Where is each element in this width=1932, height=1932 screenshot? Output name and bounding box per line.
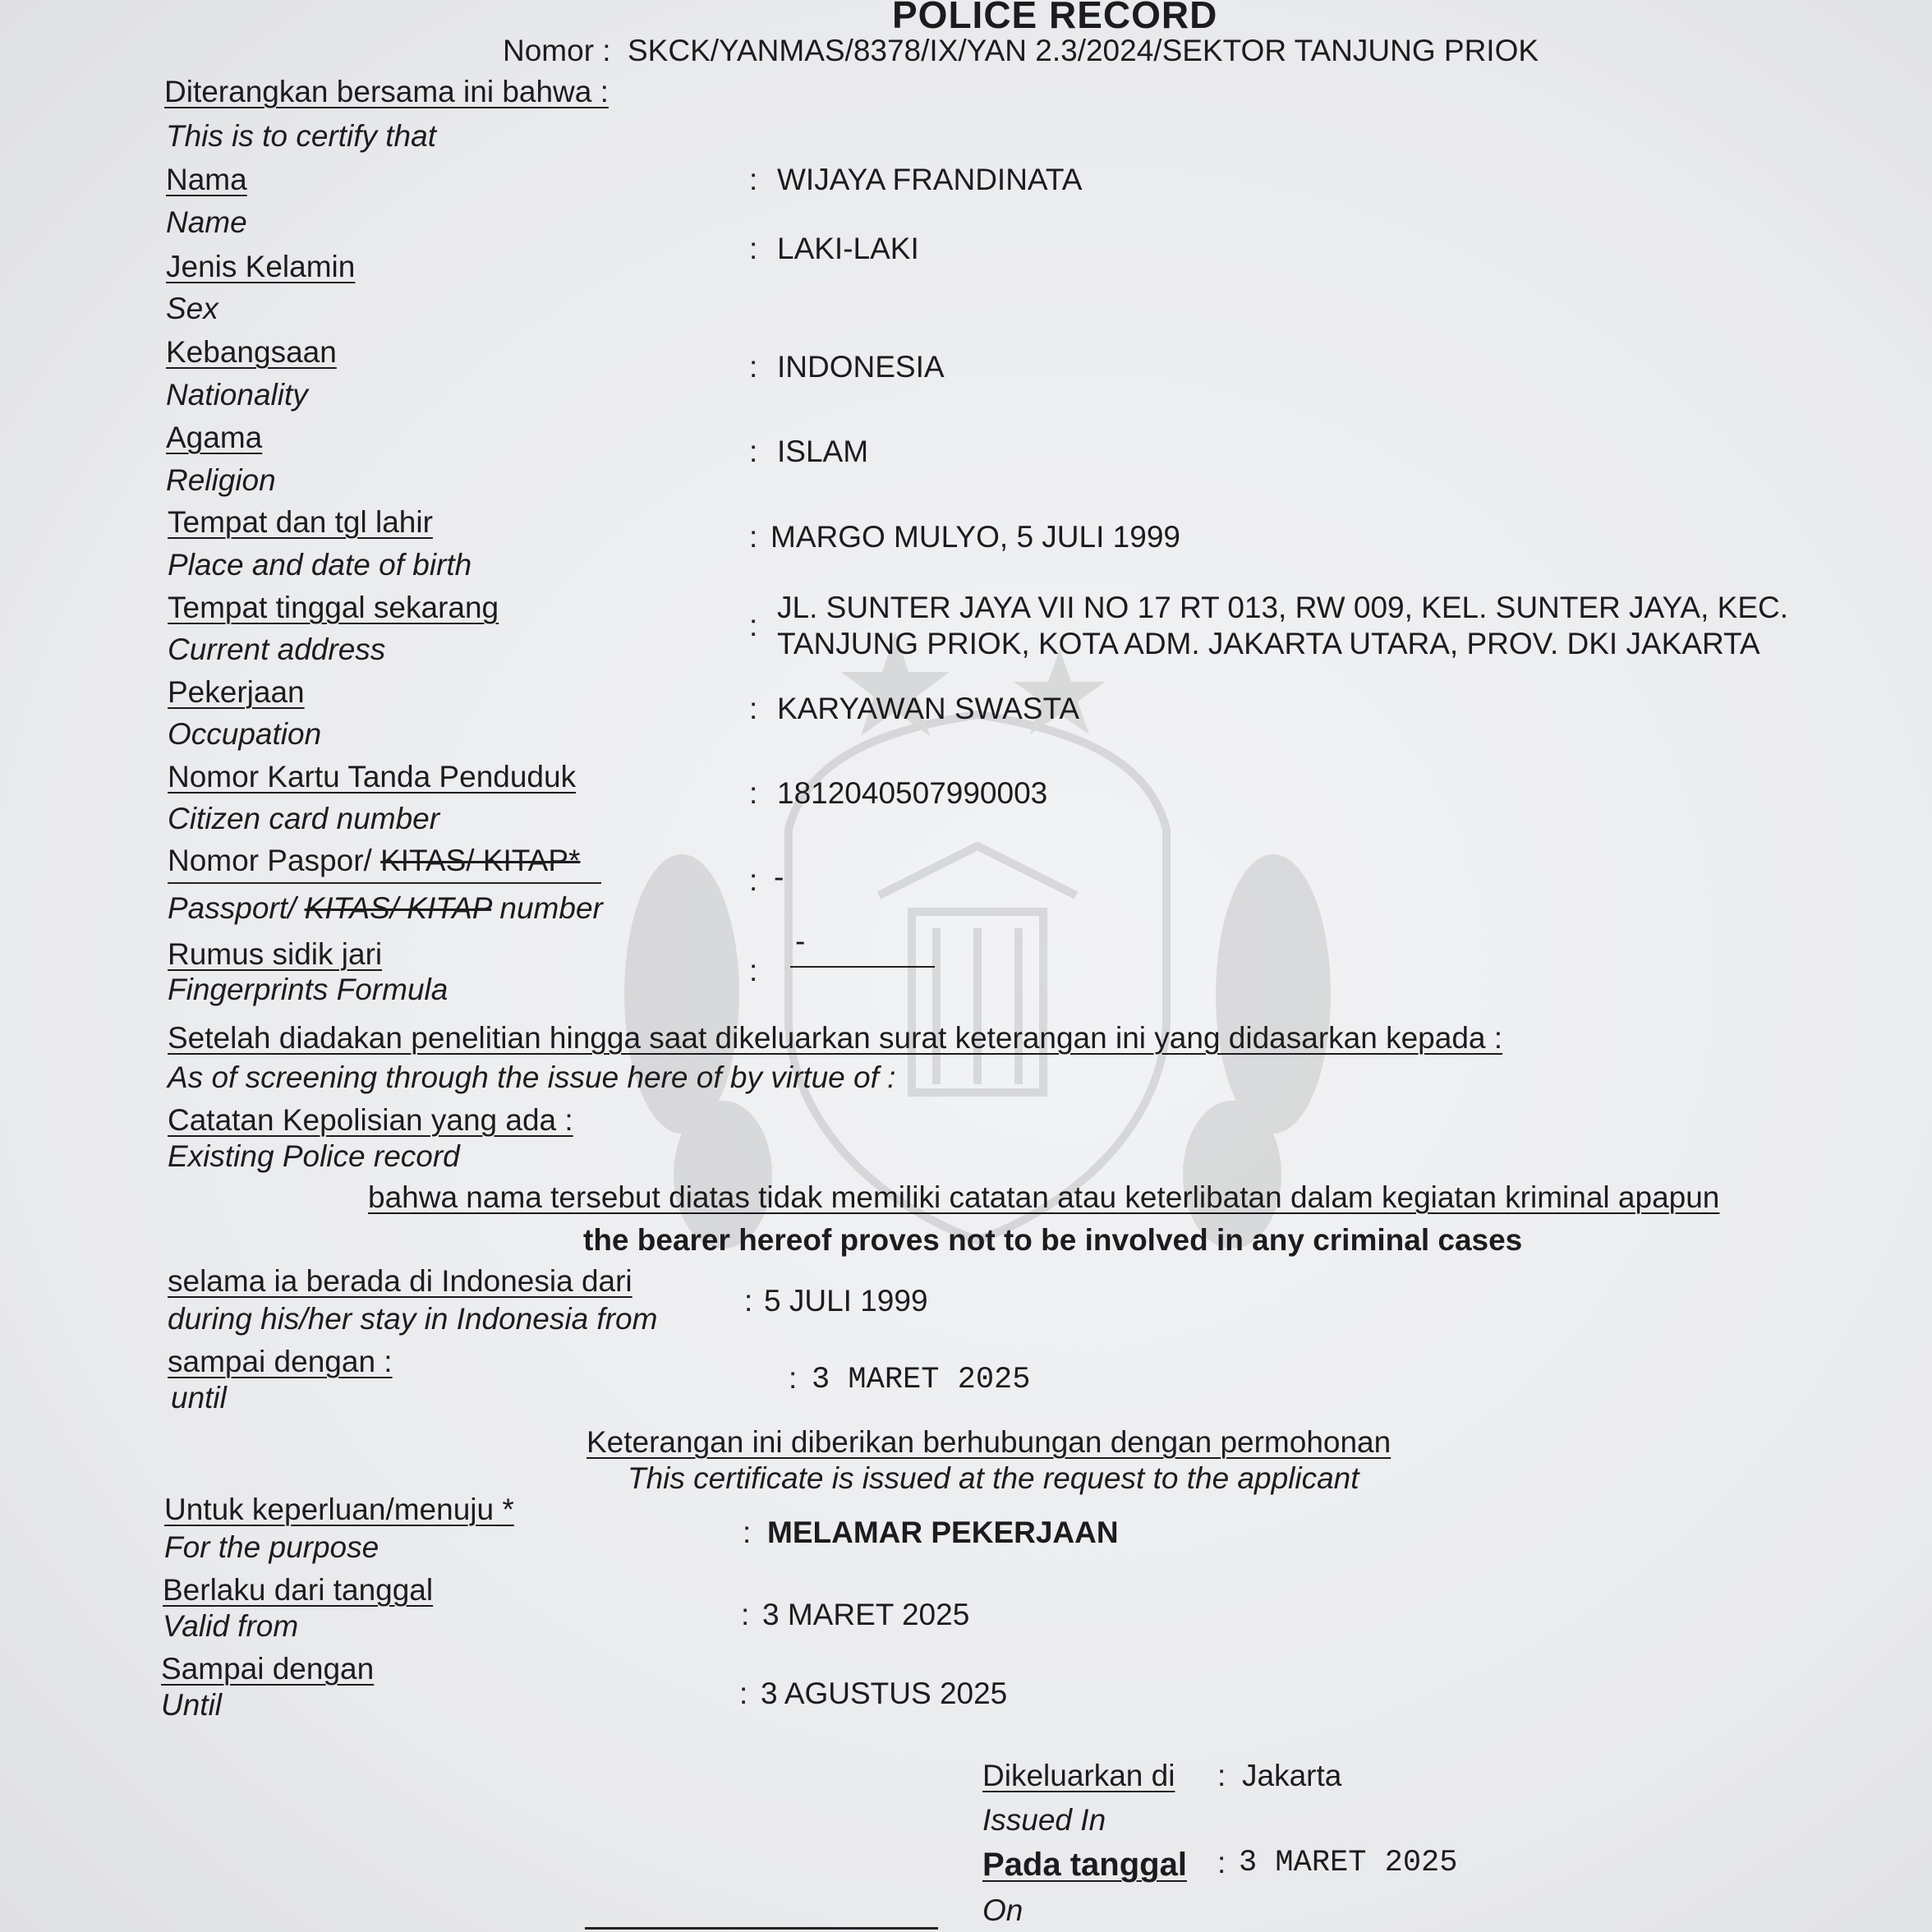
- address-label-en: Current address: [168, 632, 386, 666]
- colon: :: [749, 520, 758, 554]
- statement-en: the bearer hereof proves not to be involved in any criminal cases: [583, 1223, 1523, 1257]
- purpose-label-en: For the purpose: [164, 1530, 380, 1564]
- signature-line: [585, 1927, 938, 1930]
- sex-value: LAKI-LAKI: [777, 232, 919, 265]
- colon: :: [749, 609, 758, 642]
- passport-value: -: [774, 860, 784, 894]
- name-label-en: Name: [166, 205, 247, 239]
- fingerprint-underline: [790, 966, 935, 968]
- document-number: SKCK/YANMAS/8378/IX/YAN 2.3/2024/SEKTOR TANJUNG PRIOK: [628, 34, 1539, 67]
- colon: :: [749, 692, 758, 725]
- sex-label-en: Sex: [166, 292, 218, 325]
- fingerprint-label-en: Fingerprints Formula: [168, 973, 448, 1006]
- birth-label-en: Place and date of birth: [168, 548, 472, 582]
- citizen-card-label-id: Nomor Kartu Tanda Penduduk: [168, 760, 577, 794]
- valid-until-value: 3 AGUSTUS 2025: [761, 1677, 1008, 1710]
- colon: :: [749, 954, 758, 987]
- birth-value: MARGO MULYO, 5 JULI 1999: [770, 520, 1180, 554]
- document-title: POLICE RECORD: [892, 0, 1218, 36]
- colon: :: [741, 1598, 750, 1631]
- passport-label-id: [168, 843, 580, 879]
- address-value-line2: TANJUNG PRIOK, KOTA ADM. JAKARTA UTARA, PROV. DKI JAKARTA: [777, 627, 1760, 660]
- nationality-label-en: Nationality: [166, 378, 308, 412]
- colon: :: [789, 1361, 798, 1395]
- religion-value: ISLAM: [777, 435, 869, 468]
- passport-underline: [168, 882, 601, 884]
- passport-label-en: [168, 890, 603, 927]
- request-en: This certificate is issued at the request to the applicant: [628, 1461, 1359, 1495]
- occupation-label-en: Occupation: [168, 717, 322, 751]
- document-number-label: Nomor :: [503, 34, 611, 67]
- valid-until-label-en: Until: [161, 1688, 223, 1722]
- colon: :: [1217, 1759, 1226, 1792]
- intro-id: Diterangkan bersama ini bahwa :: [164, 75, 609, 108]
- colon: :: [743, 1516, 752, 1549]
- police-record-label-en: Existing Police record: [168, 1139, 460, 1173]
- nationality-value: INDONESIA: [777, 350, 945, 384]
- nationality-label-id: Kebangsaan: [166, 335, 337, 369]
- valid-until-label-id: Sampai dengan: [161, 1652, 375, 1686]
- stay-until-label-en: until: [171, 1381, 227, 1414]
- passport-label-en-struck: KITAS/ KITAP: [304, 891, 492, 925]
- issued-place-value: Jakarta: [1242, 1759, 1342, 1792]
- stay-until-label-id: sampai dengan :: [168, 1345, 393, 1378]
- screening-id: Setelah diadakan penelitian hingga saat dikeluarkan surat keterangan ini yang didasarkan kepada :: [168, 1021, 1503, 1055]
- stay-from-value: 5 JULI 1999: [764, 1284, 928, 1318]
- colon: :: [749, 863, 758, 897]
- colon: :: [749, 350, 758, 384]
- colon: :: [749, 435, 758, 468]
- issued-date-label-id: Pada tanggal: [982, 1847, 1187, 1883]
- purpose-label-id: Untuk keperluan/menuju *: [164, 1493, 514, 1526]
- statement-id: bahwa nama tersebut diatas tidak memiliki catatan atau keterlibatan dalam kegiatan kriminal apapun: [368, 1180, 1720, 1214]
- address-label-id: Tempat tinggal sekarang: [168, 591, 499, 624]
- colon: :: [749, 776, 758, 810]
- colon: :: [1217, 1846, 1226, 1879]
- issued-place-label-id: Dikeluarkan di: [982, 1759, 1175, 1792]
- colon: :: [744, 1284, 753, 1318]
- stay-from-label-en: during his/her stay in Indonesia from: [168, 1302, 658, 1336]
- colon: :: [749, 232, 758, 265]
- citizen-card-label-en: Citizen card number: [168, 802, 440, 835]
- citizen-card-value: 1812040507990003: [777, 776, 1048, 810]
- colon: :: [749, 163, 758, 196]
- occupation-value: KARYAWAN SWASTA: [777, 692, 1079, 725]
- purpose-value: MELAMAR PEKERJAAN: [767, 1516, 1119, 1549]
- issued-date-value: 3 MARET 2025: [1239, 1846, 1458, 1880]
- religion-label-en: Religion: [166, 463, 276, 497]
- valid-from-value: 3 MARET 2025: [762, 1598, 970, 1631]
- passport-label-id-prefix: Nomor Paspor/: [168, 844, 372, 877]
- screening-en: As of screening through the issue here of by virtue of :: [168, 1060, 896, 1094]
- fingerprint-label-id: Rumus sidik jari: [168, 937, 383, 971]
- stay-until-value: 3 MARET 2025: [812, 1363, 1031, 1397]
- colon: :: [739, 1677, 748, 1710]
- issued-place-label-en: Issued In: [982, 1803, 1106, 1837]
- request-id: Keterangan ini diberikan berhubungan dengan permohonan: [586, 1425, 1392, 1459]
- birth-label-id: Tempat dan tgl lahir: [168, 505, 433, 539]
- valid-from-label-en: Valid from: [163, 1609, 299, 1643]
- occupation-label-id: Pekerjaan: [168, 675, 305, 709]
- religion-label-id: Agama: [166, 421, 263, 454]
- address-value-line1: JL. SUNTER JAYA VII NO 17 RT 013, RW 009, KEL. SUNTER JAYA, KEC.: [777, 591, 1789, 624]
- police-record-label-id: Catatan Kepolisian yang ada :: [168, 1103, 573, 1137]
- name-value: WIJAYA FRANDINATA: [777, 163, 1083, 196]
- passport-label-id-struck: KITAS/ KITAP*: [380, 844, 581, 877]
- name-label-id: Nama: [166, 163, 247, 196]
- passport-label-en-suffix: number: [499, 891, 603, 925]
- stay-from-label-id: selama ia berada di Indonesia dari: [168, 1264, 632, 1298]
- sex-label-id: Jenis Kelamin: [166, 250, 356, 283]
- passport-label-en-prefix: Passport/: [168, 891, 297, 925]
- issued-date-label-en: On: [982, 1893, 1024, 1927]
- fingerprint-value: -: [795, 924, 806, 958]
- intro-en: This is to certify that: [166, 119, 436, 153]
- valid-from-label-id: Berlaku dari tanggal: [163, 1573, 434, 1607]
